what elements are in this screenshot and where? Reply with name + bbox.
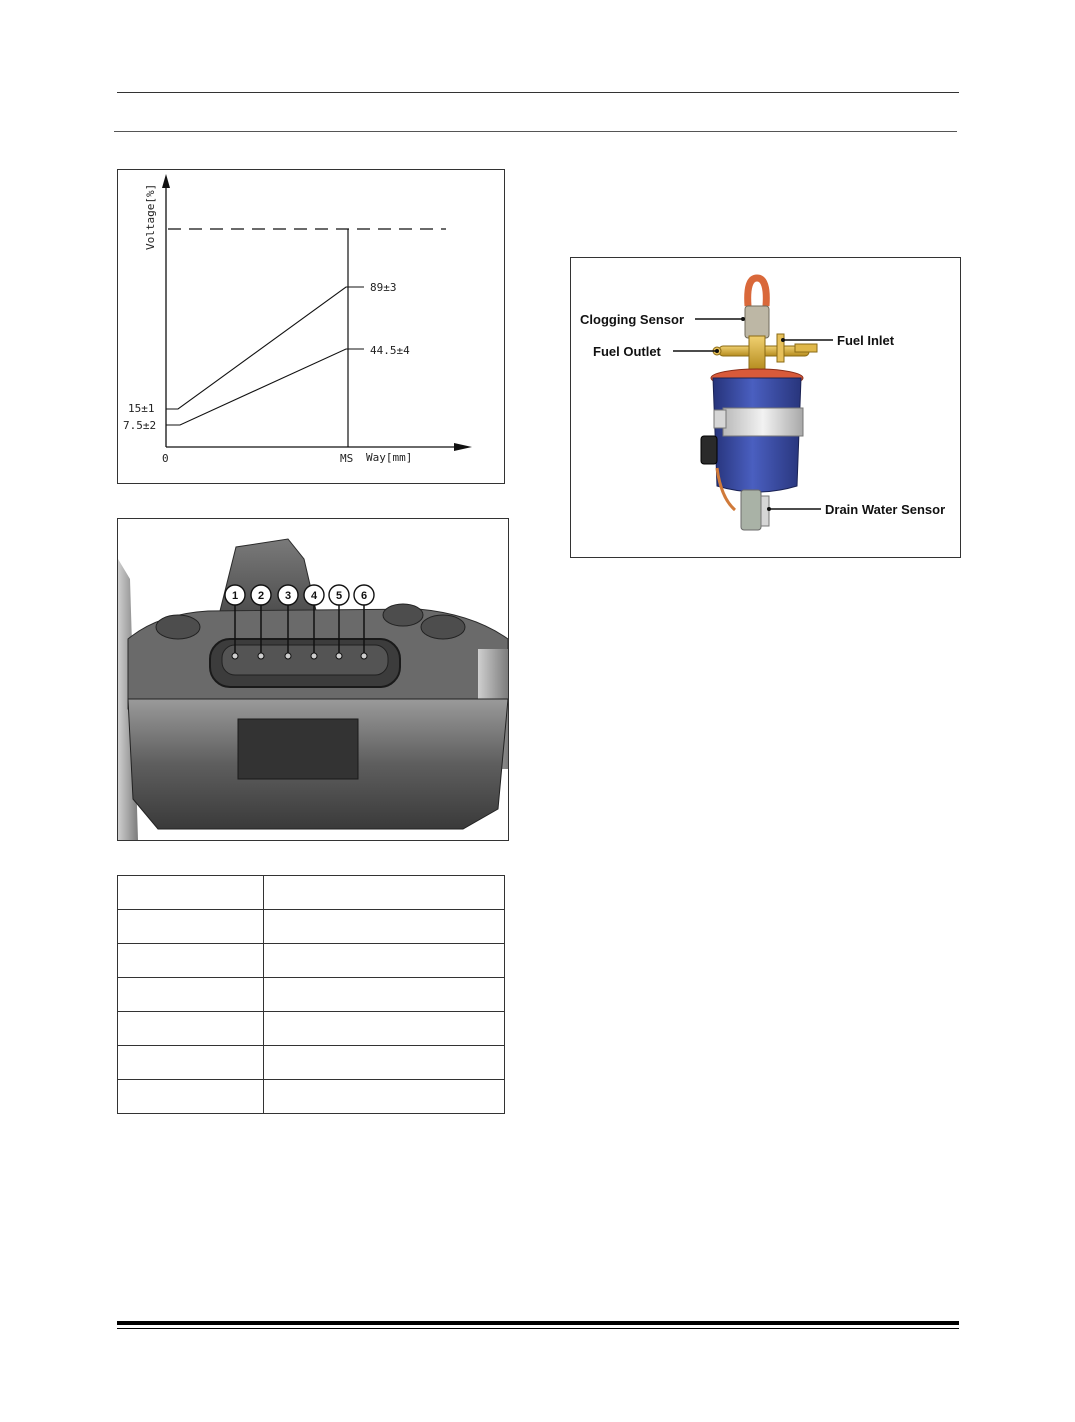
voltage-way-graph xyxy=(117,169,505,484)
upper-end-value: 89±3 xyxy=(370,281,397,294)
pin-callout-1 xyxy=(225,585,245,605)
pin-number: 4 xyxy=(310,590,318,602)
header-rule xyxy=(117,92,959,93)
fuel-outlet-label: Fuel Outlet xyxy=(593,344,661,359)
sensor-connector-figure xyxy=(117,518,509,841)
table-cell xyxy=(264,1080,505,1114)
pin-number: 2 xyxy=(257,590,265,602)
leader-dot xyxy=(741,317,745,321)
table-cell xyxy=(118,1012,264,1046)
header-rule-secondary xyxy=(114,131,957,132)
fuel-inlet-label: Fuel Inlet xyxy=(837,333,895,348)
pin-callout-2 xyxy=(251,585,271,605)
table-cell xyxy=(118,910,264,944)
brass-stem xyxy=(749,336,765,370)
footer-rule-secondary xyxy=(117,1328,959,1329)
connector-face xyxy=(222,645,388,675)
leader-dot xyxy=(715,349,719,353)
band-clamp xyxy=(714,410,726,428)
pin-number: 3 xyxy=(284,590,292,602)
table-cell xyxy=(264,1046,505,1080)
x-axis-arrow xyxy=(454,443,472,451)
lower-end-value: 44.5±4 xyxy=(370,344,410,357)
fuel-filter-figure xyxy=(570,257,961,558)
pin-number: 5 xyxy=(335,590,343,602)
drain-sensor-probe xyxy=(761,496,769,526)
filter-svg xyxy=(571,258,960,557)
leader-dot xyxy=(781,338,785,342)
pin-number: 6 xyxy=(360,590,368,602)
table-row xyxy=(118,1012,505,1046)
x-axis-label: Way[mm] xyxy=(366,451,413,464)
drain-sensor-body xyxy=(741,490,761,530)
pin-callout-6 xyxy=(354,585,374,605)
table-row xyxy=(118,944,505,978)
pin-assignment-table xyxy=(117,875,505,1114)
table-row xyxy=(118,1080,505,1114)
table-cell xyxy=(264,1012,505,1046)
mounting-bracket xyxy=(218,539,318,619)
mounting-band xyxy=(723,408,803,436)
table-cell xyxy=(118,1080,264,1114)
origin-label: 0 xyxy=(162,452,169,465)
table-cell xyxy=(264,944,505,978)
bolt-boss xyxy=(156,615,200,639)
housing-recess xyxy=(238,719,358,779)
table-cell xyxy=(118,1046,264,1080)
table-row xyxy=(118,1046,505,1080)
upper-start-value: 15±1 xyxy=(128,402,155,415)
pin-callout-4 xyxy=(304,585,324,605)
side-connector xyxy=(701,436,717,464)
copper-loop xyxy=(748,278,767,306)
table-cell xyxy=(118,876,264,910)
inlet-elbow xyxy=(795,344,817,352)
table-row xyxy=(118,876,505,910)
table-row xyxy=(118,910,505,944)
table-row xyxy=(118,978,505,1012)
leader-dot xyxy=(767,507,771,511)
pin-callout-3 xyxy=(278,585,298,605)
pin-number: 1 xyxy=(231,590,239,602)
bolt-boss xyxy=(421,615,465,639)
y-axis-arrow xyxy=(162,174,170,188)
table-cell xyxy=(264,978,505,1012)
clogging-sensor-body xyxy=(745,306,769,338)
upper-signal-line xyxy=(166,287,364,409)
table-cell xyxy=(264,910,505,944)
table-cell xyxy=(118,944,264,978)
pin-callout-5 xyxy=(329,585,349,605)
footer-rule xyxy=(117,1321,959,1325)
table-cell xyxy=(264,876,505,910)
connector-svg xyxy=(118,519,508,840)
ms-label: MS xyxy=(340,452,354,465)
clogging-sensor-label: Clogging Sensor xyxy=(580,312,684,327)
table-cell xyxy=(118,978,264,1012)
graph-svg xyxy=(118,170,504,483)
drain-water-sensor-label: Drain Water Sensor xyxy=(825,502,946,517)
bolt-boss xyxy=(383,604,423,626)
lower-start-value: 7.5±2 xyxy=(123,419,157,432)
y-axis-label: Voltage[%] xyxy=(144,183,157,250)
lower-signal-line xyxy=(166,349,364,425)
